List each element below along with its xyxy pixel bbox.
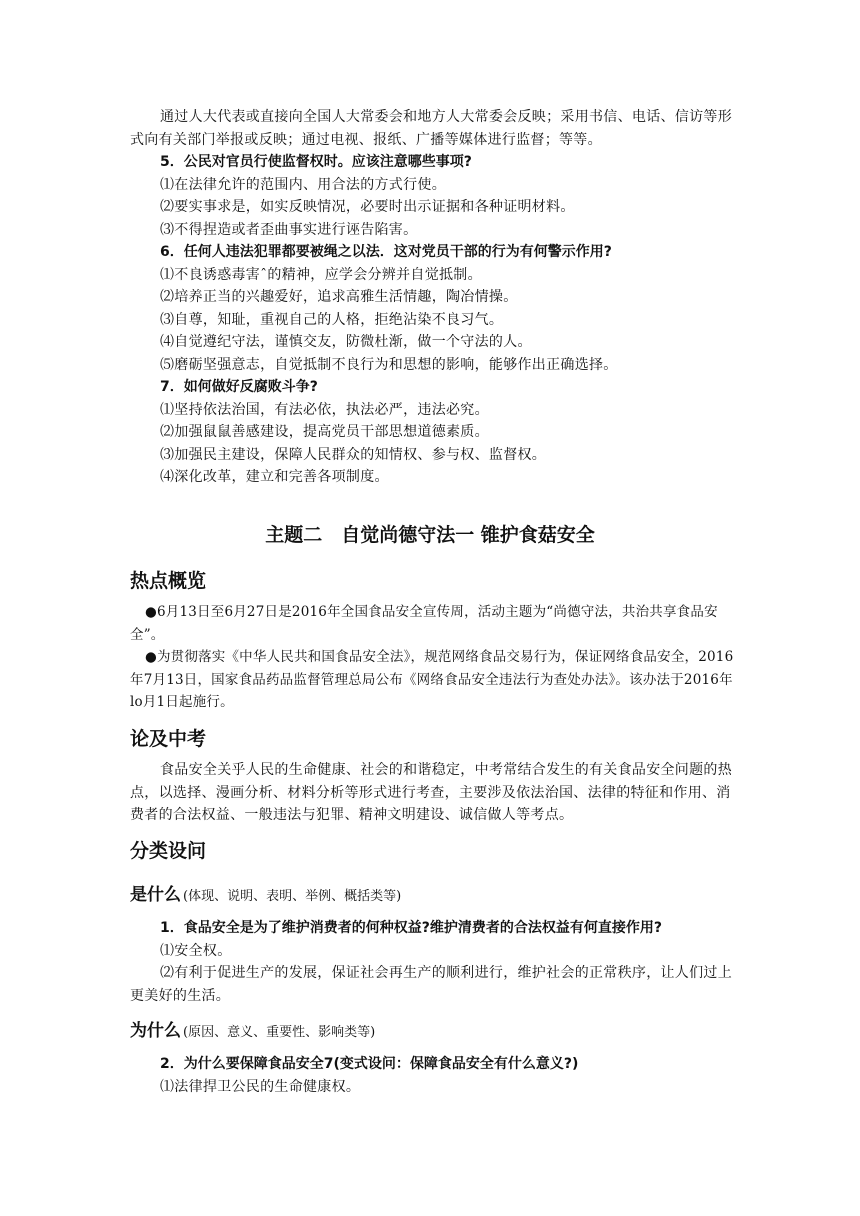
answer-item: ⑴不良诱惑毒害ˆ的精神，应学会分辨并自觉抵制。 [160,266,482,283]
q1-block [130,917,735,1007]
answer-item: ⑵要实事求是，如实反映情况，必要时出示证据和各种证明材料。 [160,199,575,215]
answer-paragraph: ⑵有利于促进生产的发展，保证社会再生产的顺利进行，维护社会的正常秩序，让人们过上更美好的生活。 [130,965,732,1004]
exam-heading: 论及中考 [130,728,207,750]
answer-item: ⑷深化改革，建立和完善各项制度。 [160,469,389,485]
answer-item: ⑵加强鼠鼠善感建设，提高党员干部思想道德素质。 [160,424,489,440]
hot-item: ●6月13日至6月27日是2016年全国食品安全宣传周，活动主题为“尚德守法，共治共享食品安全”。 [130,604,718,643]
hot-overview-heading: 热点概览 [130,570,207,592]
what-note: (体现、说明、表明、举例、概括类等) [183,889,402,904]
answer-item: ⑴在法律允许的范围内、用合法的方式行使。 [160,176,446,193]
what-subheading [130,880,401,905]
answer-item: ⑴安全权。 [160,942,232,959]
exam-paragraph: 食品安全关乎人民的生命健康、社会的和谐稳定，中考常结合发生的有关食品安全问题的热点，以选择、漫画分析、材料分析等形式进行考查，主要涉及依法治国、法律的特征和作用、消费者的合法权益、一般违法与犯罪、精神文明建设、诚信做人等考点。 [130,762,732,823]
question-7: 7．如何做好反腐败斗争? [160,379,318,395]
why-note: (原因、意义、重要性、影响类等) [183,1025,376,1040]
top-section [130,106,735,489]
q2-block [130,1053,735,1098]
answer-item: ⑶自尊，知耻，重视自己的人格，拒绝沾染不良习气。 [160,311,504,328]
answer-item: ⑶不得捏造或者歪曲事实进行诬告陷害。 [160,221,418,238]
question-5: 5．公民对官员行使监督权时。应该注意哪些事项? [160,154,472,170]
why-subheading [130,1016,375,1041]
what-label: 是什么 [130,885,181,905]
exam-body [130,759,735,827]
answer-item: ⑴法律捍卫公民的生命健康权。 [160,1078,361,1095]
classify-heading: 分类设问 [130,840,207,862]
answer-item: ⑶加强民主建设，保障人民群众的知情权、参与权、监督权。 [160,446,547,463]
hot-item: ●为贯彻落实《中华人民共和国食品安全法》，规范网络食品交易行为，保证网络食品安全，2016年7月13日，国家食品药品监督管理总局公布《网络食品安全违法行为查处办法》。该办法于2016年lo月1日起施行。 [130,649,734,710]
answer-item: ⑴坚持依法治国，有法必依，执法必严，违法必究。 [160,401,489,418]
question-1: 1．食品安全是为了维护消费者的何种权益?维护清费者的合法权益有何直接作用? [160,920,662,936]
question-6: 6．任何人违法犯罪都要被绳之以法．这对党员干部的行为有何警示作用? [160,244,612,260]
answer-item: ⑸磨砺坚强意志，自觉抵制不良行为和思想的影响，能够作出正确选择。 [160,356,618,373]
why-label: 为什么 [130,1021,181,1041]
answer-item: ⑵培养正当的兴趣爱好，追求高雅生活情趣，陶冶情操。 [160,289,518,305]
theme-title: 主题二 自觉尚德守法一 锥护食菇安全 [265,524,595,546]
intro-paragraph: 通过人大代表或直接向全国人大常委会和地方人大常委会反映；采用书信、电话、信访等形式向有关部门举报或反映；通过电视、报纸、广播等媒体进行监督；等等。 [130,109,732,148]
question-2: 2．为什么要保障食品安全7(变式设问：保障食品安全有什么意义?) [160,1056,579,1072]
hot-overview-body [130,601,735,714]
answer-item: ⑷自觉遵纪守法，谨慎交友，防微杜渐，做一个守法的人。 [160,334,532,350]
